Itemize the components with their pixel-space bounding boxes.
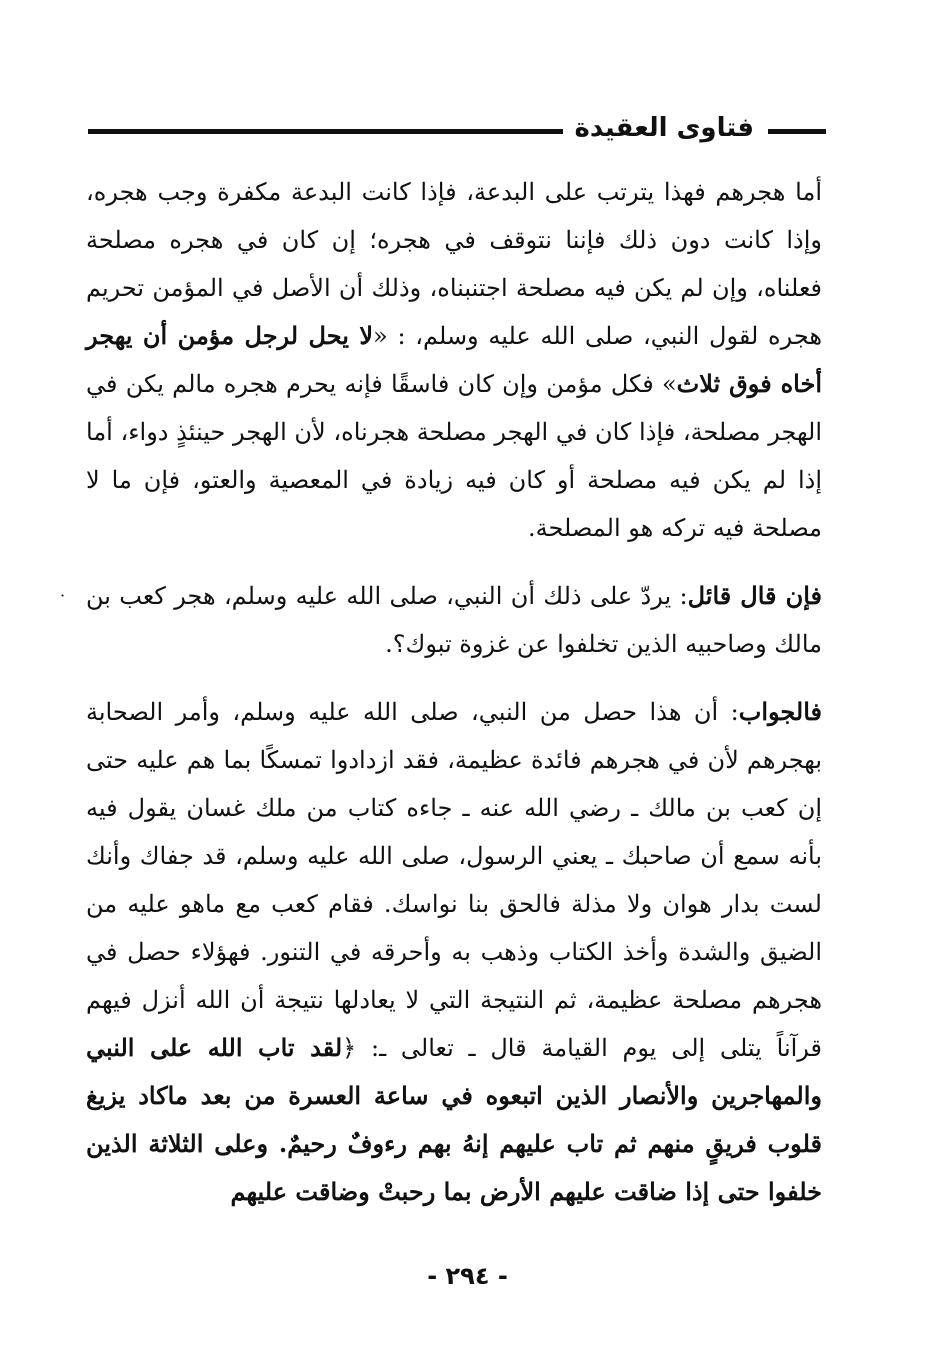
page-body [86,168,822,1216]
quran-verse: لقد تاب الله على النبي والمهاجرين والأنصار الذين اتبعوه في ساعة العسرة من بعد ماكاد يزيغ قلوب فريقٍ منهم ثم تاب عليهم إنهُ بهم رءوفٌ رحيمٌ. وعلى الثلاثة الذين خلفوا حتى إذا ضاقت عليهم الأرض بما رحبتْ وضاقت عليهم [86,1033,822,1206]
paragraph-text: : يردّ على ذلك أن النبي، صلى الله عليه وسلم، هجر كعب بن مالك وصاحبيه الذين تخلفوا عن غزوة تبوك؟. [86,582,822,658]
paragraph-text: : أن هذا حصل من النبي، صلى الله عليه وسلم، وأمر الصحابة بهجرهم لأن في هجرهم فائدة عظيمة، فقد ازدادوا تمسكًا بما هم عليه حتى إن كعب بن مالك ـ رضي الله عنه ـ جاءه كتاب من ملك غسان يقول فيه بأنه سمع أن صاحبك ـ يعني الرسول، صلى الله عليه وسلم، قد جفاك وأنك لست بدار هوان ولا مذلة فالحق بنا نواسك. فقام كعب مع ماهو عليه من الضيق والشدة وأخذ الكتاب وذهب به وأحرقه في التنور. فهؤلاء حصل في هجرهم مصلحة عظيمة، ثم النتيجة التي لا يعادلها نتيجة أن الله أنزل فيهم قرآناً يتلى إلى يوم القيامة قال ـ تعالى ـ: ﴿ [86,698,823,1062]
page-header [88,108,826,148]
answer-heading: فالجواب [738,697,822,726]
hadith-quote: لا يحل لرجل مؤمن أن يهجر أخاه فوق ثلاث [86,321,823,398]
page-number: - ٢٩٤ - [427,1262,508,1290]
paragraph-text: » فكل مؤمن وإن كان فاسقًا فإنه يحرم هجره مالم يكن في الهجر مصلحة، فإذا كان في الهجر مصلحة هجرناه، لأن الهجر حينئذٍ دواء، أما إذا لم يكن فيه مصلحة أو كان فيه زيادة في المعصية والعتو، فإن ما لا مصلحة فيه تركه هو المصلحة. [86,370,822,542]
stray-mark: · [60,586,66,605]
running-header-title: فتاوى العقيدة [574,113,754,143]
header-rule-short [768,129,826,134]
paragraph-text: أما هجرهم فهذا يترتب على البدعة، فإذا كانت البدعة مكفرة وجب هجره، وإذا كانت دون ذلك فإننا نتوقف في هجره؛ إن كان في هجره مصلحة فعلناه، وإن لم يكن فيه مصلحة اجتنبناه، وذلك أن الأصل في المؤمن تحريم هجره لقول النبي، صلى الله عليه وسلم، : « [86,178,822,350]
header-rule-long [88,129,563,134]
paragraph-hajr-ruling [86,168,822,552]
paragraph-objection [86,572,822,668]
objection-heading: فإن قال قائل [687,581,823,610]
paragraph-answer [86,688,822,1216]
